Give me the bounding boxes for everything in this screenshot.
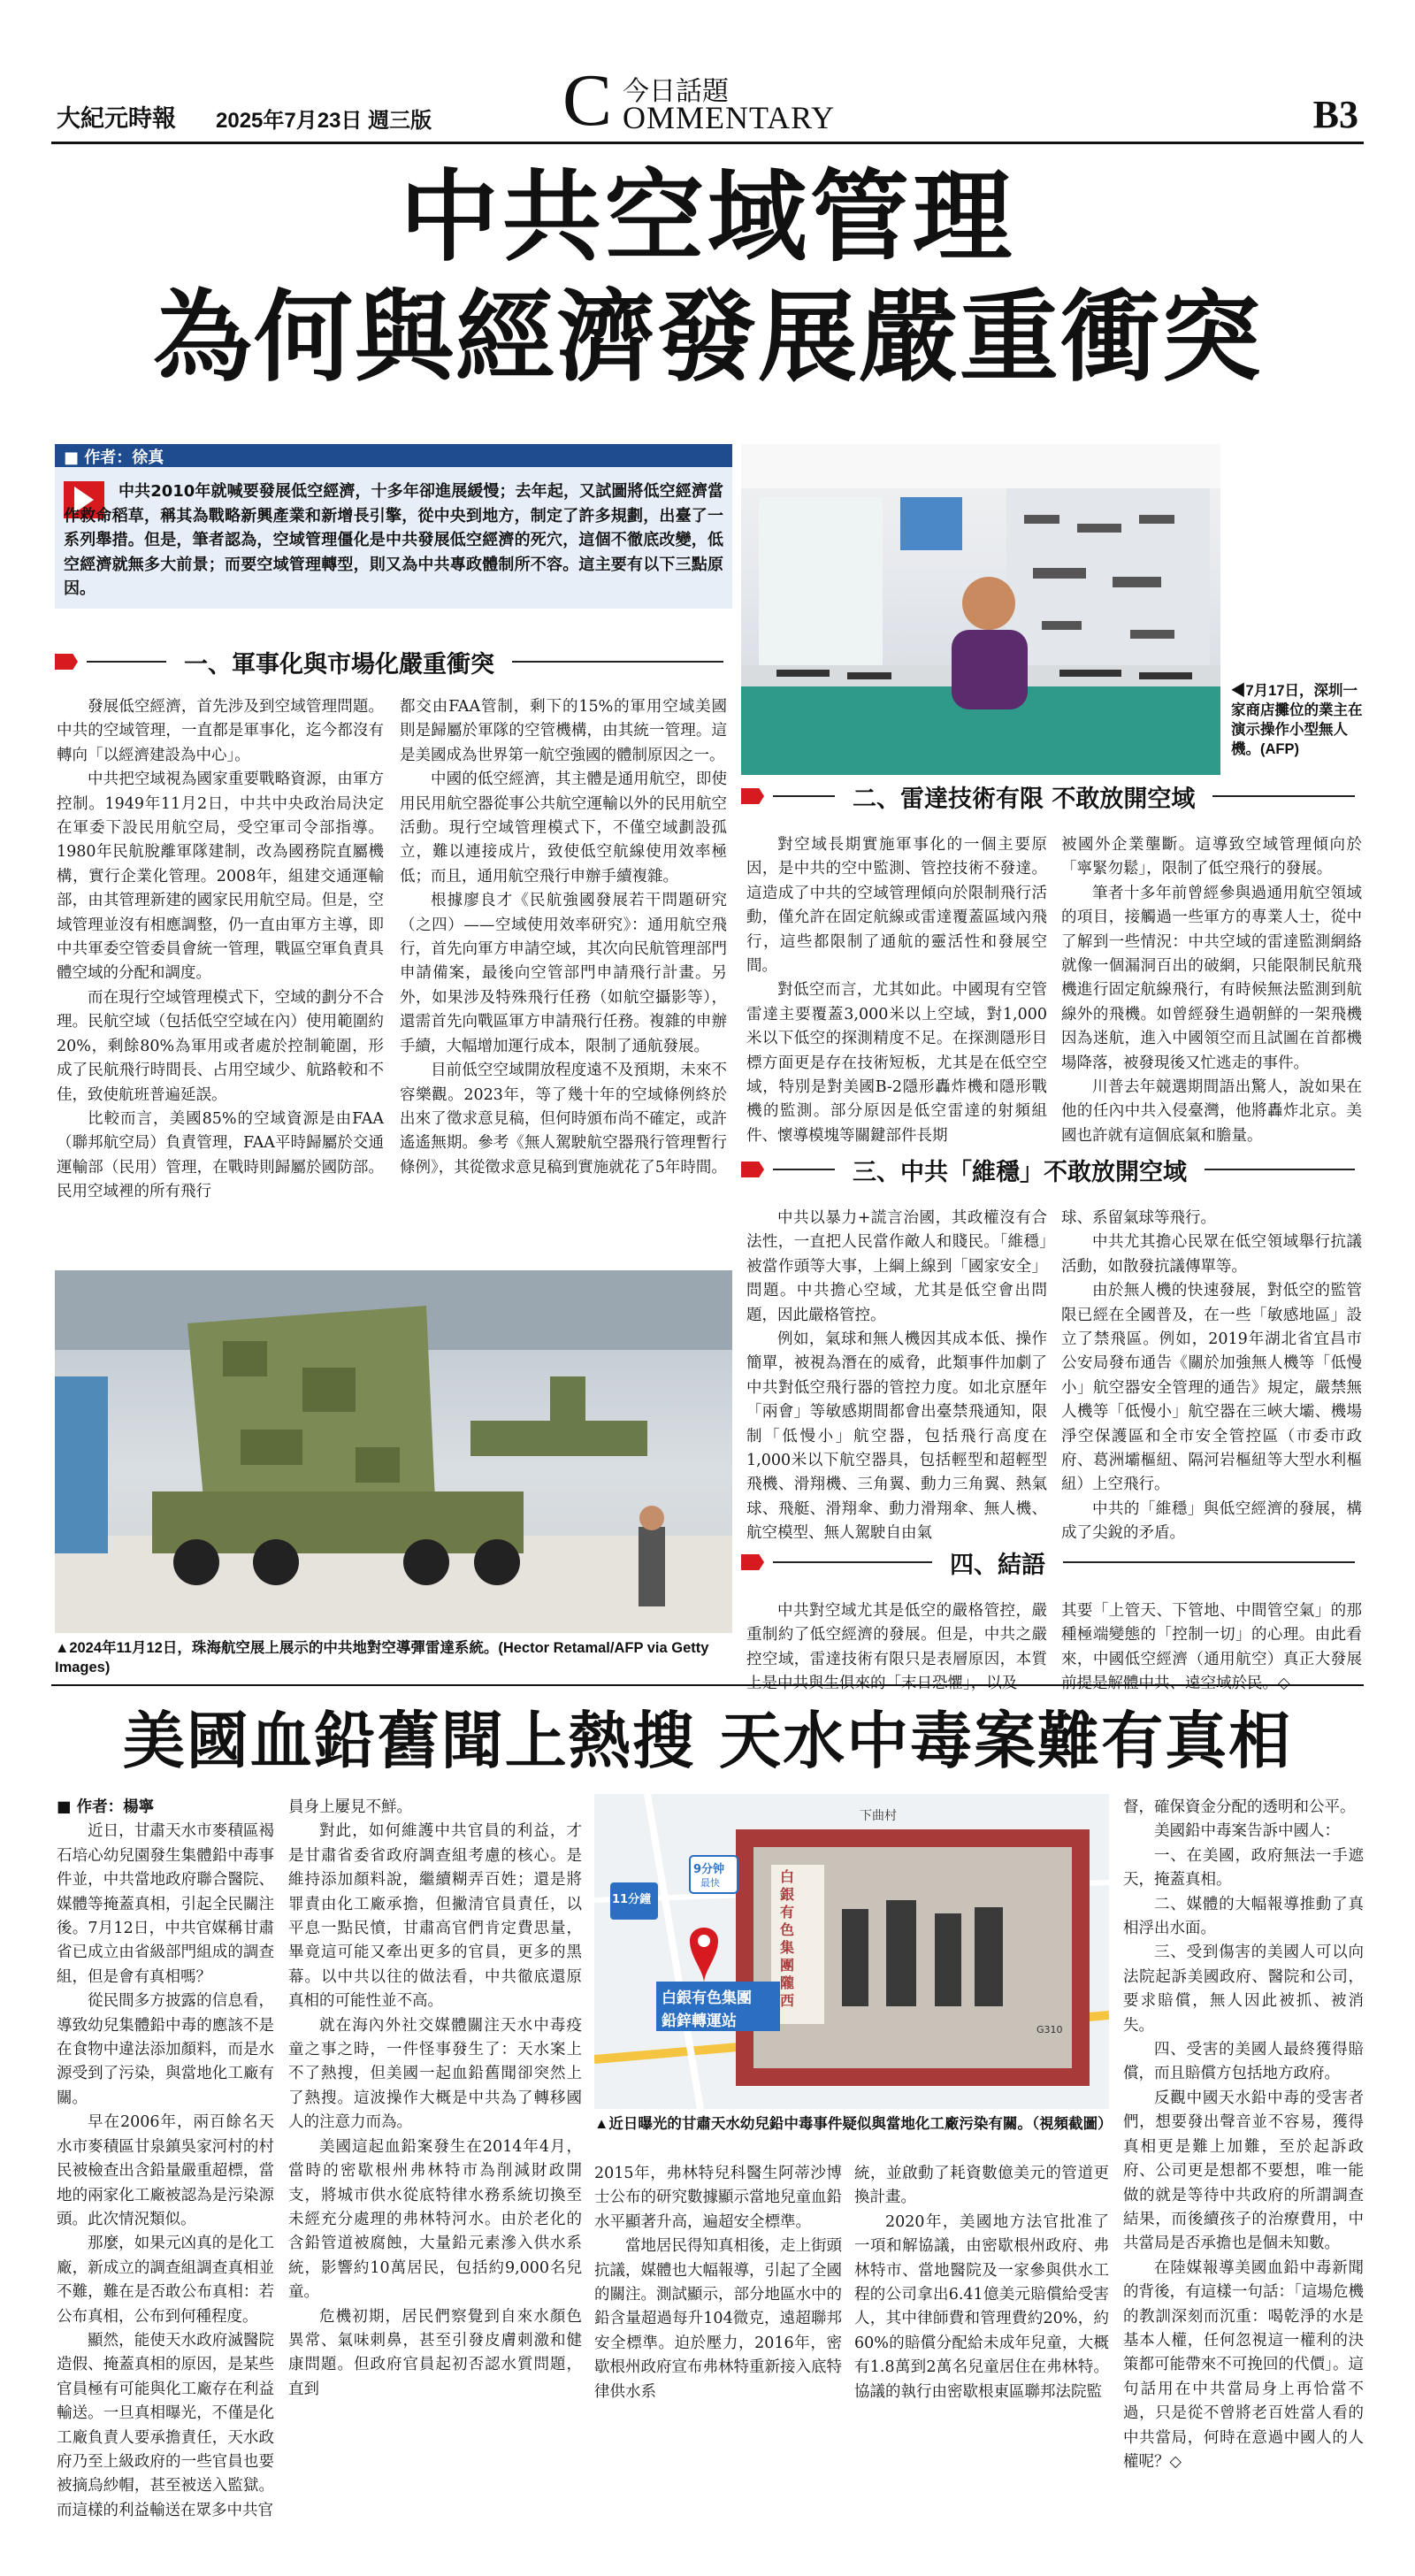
paragraph: 就在海內外社交媒體關注天水中毒疫童之事之時，一件怪事發生了：天水案上不了熱搜，但美國一起血鉛舊聞卻突然上了熱搜。這波操作大概是中共為了轉移國人的注意力而為。 <box>288 2016 582 2132</box>
section3-col2 <box>1061 1207 1362 1546</box>
paragraph: 員身上屢見不鮮。 <box>288 1798 412 1816</box>
article1-headline-2: 為何與經濟發展嚴重衝突 <box>153 280 1262 395</box>
paragraph: 球、系留氣球等飛行。 <box>1061 1209 1216 1227</box>
article2-col1 <box>57 1796 274 2523</box>
section3-title: 三、中共「維穩」不敢放開空域 <box>853 1158 1187 1186</box>
lead-poisoning-photo <box>594 1794 1109 2109</box>
paragraph: 根據廖良才《民航強國發展若干問題研究（之四）——空域使用效率研究》：通用航空飛行，首先向軍方申請空域，其次向民航管理部門申請備案，最後向空管部門申請飛行計畫。另外，如果涉及特殊飛行任務（如航空攝影等），還需首先向戰區軍方申請飛行任務。複雜的申辦手續，大幅增加運行成本，限制了通航發展。 <box>400 892 727 1055</box>
paragraph: 顯然，能使天水政府滅醫院造假、掩蓋真相的原因，是某些官員極有可能與化工廠存在利益輸送。一旦真相曝光，不僅是化工廠負責人要承擔責任，天水政府乃至上級政府的一些官員也要被摘烏紗帽，甚至被送入監獄。而這樣的利益輸送在眾多中共官 <box>57 2331 274 2519</box>
paragraph: 對此，如何維護中共官員的利益，才是甘肅省委省政府調查組考慮的核心。是維持添加顏料說，繼續糊弄百姓；還是將罪責由化工廠承擔，但撇清官員責任，以平息一點民憤，甘肅高官們肯定費思量，畢竟這可能又牽出更多的官員，更多的黑幕。以中共以往的做法看，中共徹底還原真相的可能性並不高。 <box>288 1822 582 2011</box>
section-initial: C <box>562 59 613 142</box>
article-divider <box>51 1684 1364 1686</box>
paragraph: 二、媒體的大幅報導推動了真相浮出水面。 <box>1123 1895 1364 1938</box>
section-en: OMMENTARY <box>623 100 836 135</box>
paragraph: 其要「上管天、下管地、中間管空氣」的那種極端變態的「控制一切」的心理。由此看來，中國低空經濟（通用航空）真正大發展 <box>1061 1602 1362 1668</box>
masthead: 大紀元時報 <box>57 105 176 133</box>
paragraph: 被國外企業壟斷。這導致空域管理傾向於「寧緊勿鬆」，限制了低空飛行的發展。 <box>1061 836 1362 878</box>
section3-col1 <box>746 1207 1047 1546</box>
article2-bottom-col1 <box>594 2162 842 2404</box>
article1-author: ■ 作者：徐真 <box>64 448 164 467</box>
map-road-label: G310 <box>1036 2024 1063 2036</box>
paragraph: 對低空而言，尤其如此。中國現有空管雷達主要覆蓋3,000米以上空域，對1,000米以下低空的探測精度不足。在探測隱形目標方面更是存在技術短板，尤其是在低空空域，特別是對美國B-2隱形轟炸機和隱形戰機的監測。部分原因是低空雷達的射頻組件、懷導模塊等關鍵部件長期 <box>746 981 1047 1145</box>
paragraph: 而在現行空域管理模式下，空域的劃分不合理。民航空域（包括低空空域在內）使用範圍約20%，剩餘80%為軍用或者處於控制範圍，形成了民航飛行時間長、占用空域少、航路較和不佳，致使航班普遍延誤。 <box>57 988 384 1104</box>
section-marker-icon <box>741 788 764 804</box>
paragraph: 三、受到傷害的美國人可以向法院起訴美國政府、醫院和公司，要求賠償，無人因此被抓、被消失。 <box>1123 1944 1364 2035</box>
article2-bottom-col2 <box>854 2162 1109 2404</box>
article2-col3 <box>1123 1796 1364 2474</box>
paragraph: 統，並啟動了耗資數億美元的管道更換計畫。 <box>854 2165 1109 2207</box>
section-marker-icon <box>741 1162 764 1177</box>
map-walk-time-1: 11分鐘 <box>612 1893 652 1906</box>
paragraph: 目前低空空域開放程度遠不及預期，未來不容樂觀。2023年，等了幾十年的空域條例終於出來了徵求意見稿，但何時頒布尚不確定，或許遙遙無期。參考《無人駕駛航空器飛行管理暫行條例》，其從徵求意見稿到實施就花了5年時間。 <box>400 1062 727 1177</box>
paragraph: 比較而言，美國85%的空域資源是由FAA（聯邦航空局）負責管理，FAA平時歸屬於交通運輸部（民用）管理，在戰時則歸屬於國防部。民用空域裡的所有飛行 <box>57 1109 384 1201</box>
paragraph: 反觀中國天水鉛中毒的受害者們，想要發出聲音並不容易，獲得真相更是難上加難，至於起訴政府、公司更是想都不要想，唯一能做的就是等待中共政府的所謂調查結果，而後續孩子的治療費用，中共當局是否承擔也是個未知數。 <box>1123 2089 1364 2253</box>
header-rule <box>51 142 1364 144</box>
drone-shop-caption: ◀7月17日，深圳一家商店攤位的業主在演示操作小型無人機。(AFP) <box>1231 683 1363 757</box>
paragraph: 那麼，如果元凶真的是化工廠，新成立的調查組調查真相並不難，難在是否敢公布真相：若公布真相，公布到何種程度。 <box>57 2235 274 2326</box>
section-cn: 今日話題 <box>623 76 729 107</box>
section4-col1 <box>746 1599 1047 1697</box>
section1-header <box>55 646 732 678</box>
section-marker-icon <box>741 1554 764 1570</box>
paragraph: 從民間多方披露的信息看，導致幼兒集體鉛中毒的應該不是在食物中違法添加顏料，而是水源受到了污染，與當地化工廠有關。 <box>57 1992 274 2107</box>
issue-date: 2025年7月23日 週三版 <box>216 109 432 133</box>
paragraph: 由於無人機的快速發展，對低空的監管限已經在全國普及，在一些「敏感地區」設立了禁飛區。例如，2019年湖北省宜昌市公安局發布通告《關於加強無人機等「低慢小」航空器安全管理的通告》規定，嚴禁無人機等「低慢小」航空器在三峽大壩、機場淨空保護區和全市安全管控區（市委市政府、葛洲壩樞紐、隔河岩樞紐等大型水利樞紐）上空飛行。 <box>1061 1282 1362 1494</box>
article1-lead: 中共2010年就喊要發展低空經濟，十多年卻進展緩慢；去年起，又試圖將低空經濟當作救命稻草，稱其為戰略新興產業和新增長引擎，從中央到地方，制定了許多規劃，出臺了一系列舉措。但是，筆者認為，空域管理僵化是中共發展低空經濟的死穴，這個不徹底改變，低空經濟就無多大前景；而要空域管理轉型，則又為中共專政體制所不容。這主要有以下三點原因。 <box>64 482 723 598</box>
paragraph: 美國這起血鉛案發生在2014年4月，當時的密歇根州弗林特市為削減財政開支，將城市供水從底特律水務系統切換至未經充分處理的弗林特河水。由於老化的含鉛管道被腐蝕，大量鉛元素滲入供水系統，影響約10萬居民，包括約9,000名兒童。 <box>288 2137 582 2302</box>
section-marker-icon <box>55 654 78 670</box>
paragraph: 中共對空域尤其是低空的嚴格管控，嚴重制約了低空經濟的發展。但是，中共之嚴控空域，雷達技術有限只是表層原因，本質 <box>746 1602 1047 1668</box>
section2-col1 <box>746 833 1047 1148</box>
section3-header <box>741 1154 1364 1185</box>
radar-system-photo <box>55 1270 732 1633</box>
drone-shop-photo <box>741 444 1220 775</box>
paragraph: 發展低空經濟，首先涉及到空域管理問題。中共的空域管理，一直都是軍事化，迄今都沒有轉向「以經濟建設為中心」。 <box>57 698 384 764</box>
section1-col2 <box>400 695 727 1180</box>
paragraph: 2015年，弗林特兒科醫生阿蒂沙博士公布的研究數據顯示當地兒童血鉛水平顯著升高，遍超安全標準。 <box>594 2165 842 2231</box>
paragraph: 2020年，美國地方法官批准了一項和解協議，由密歇根州政府、弗林特市、當地醫院及一家參與供水工程的公司拿出6.41億美元賠償給受害人，其中律師費和管理費約20%，約60%的賠償分配給未成年兒童，大概有1.8萬到2萬名兒童居住在弗林特。協議的執行由密歇根東區聯邦法院監 <box>854 2212 1109 2401</box>
paragraph: 中國的低空經濟，其主體是通用航空，即使用民用航空器從事公共航空運輸以外的民用航空活動。現行空域管理模式下，不僅空域劃設孤立，難以連接成片，致使低空航線使用效率極低；而且，通用航空飛行申辦手續複雜。 <box>400 770 727 886</box>
article2-headline: 美國血鉛舊聞上熱搜 天水中毒案難有真相 <box>122 1705 1293 1777</box>
paragraph: 中共以暴力+謊言治國，其政權沒有合法性，一直把人民當作敵人和賤民。「維穩」被當作頭等大事，上綱上線到「國家安全」問題。中共擔心空域，尤其是低空會出問題，因此嚴格管控。 <box>746 1209 1047 1324</box>
paragraph: 川普去年競選期間語出驚人，說如果在他的任內中共入侵臺灣，他將轟炸北京。美國也許就有這個底氣和膽量。 <box>1061 1078 1362 1145</box>
paragraph: 一、在美國，政府無法一手遮天，掩蓋真相。 <box>1123 1846 1364 1890</box>
paragraph: 當地居民得知真相後，走上街頭抗議，媒體也大幅報導，引起了全國的關注。測試顯示，部分地區水中的鉛含量超過每升104微克，遠超聯邦安全標準。迫於壓力，2016年，密歇根州政府宣布弗林特重新接入底特律供水系 <box>594 2237 842 2401</box>
section1-col1 <box>57 695 384 1205</box>
paragraph: 美國鉛中毒案告訴中國人： <box>1154 1822 1340 1841</box>
paragraph: 近日，甘肅天水市麥積區褐石培心幼兒園發生集體鉛中毒事件並，中共當地政府聯合醫院、媒體等掩蓋真相，引起全民關注後。7月12日，中共官媒稱甘肅省已成立由省級部門組成的調查組，但是會有真相嗎？ <box>57 1822 274 1986</box>
factory-banner: 白銀有色集團隴西 <box>780 1868 795 2009</box>
paragraph: 例如，氣球和無人機因其成本低、操作簡單，被視為潛在的威脅，此類事件加劇了中共對低空飛行器的管控力度。如北京歷年「兩會」等敏感期間都會出臺禁飛通知，限制「低慢小」航空器，包括飛行高度在1,000米以下航空器具，包括輕型和超輕型飛機、滑翔機、三角翼、動力三角翼、熱氣球、飛艇、滑翔傘、動力滑翔傘、無人機、航空模型、無人駕駛自由氣 <box>746 1330 1047 1543</box>
paragraph: 筆者十多年前曾經參與過通用航空領域的項目，接觸過一些軍方的專業人士，從中了解到一些情況：中共空域的雷達監測網絡就像一個漏洞百出的破網，只能限制民航飛機進行固定航線飛行，有時候無法監測到航線外的飛機。如曾經發生過朝鮮的一架飛機因為迷航，進入中國領空而且試圖在首都機場降落，被發現後又忙逃走的事件。 <box>1061 884 1362 1072</box>
page-number: B3 <box>1312 93 1358 136</box>
paragraph: 對空域長期實施軍事化的一個主要原因，是中共的空中監測、管控技術不發達。這造成了中共的空域管理傾向於限制飛行活動，僅允許在固定航線或雷達覆蓋區域內飛行，這些都限制了通航的靈活性和發展空間。 <box>746 836 1047 976</box>
section1-title: 一、軍事化與市場化嚴重衝突 <box>184 650 494 678</box>
paragraph: 在陸媒報導美國血鉛中毒新聞的背後，有這樣一句話：「這場危機的教訓深刻而沉重：喝乾淨的水是基本人權，任何忽視這一權利的決策都可能帶來不可挽回的代價」。這句話用在中共當局身上再恰當不過，只是從不曾將老百姓當人看的中共當局，何時在意過中國人的人權呢？◇ <box>1123 2258 1364 2471</box>
section2-header <box>741 780 1364 812</box>
section2-col2 <box>1061 833 1362 1148</box>
section4-title: 四、結語 <box>950 1551 1045 1579</box>
map-walk-time-2: 9分钟 <box>693 1863 725 1876</box>
map-place-label: 下曲村 <box>860 1809 897 1823</box>
paragraph: 都交由FAA管制，剩下的15%的軍用空域美國則是歸屬於軍隊的空管機構，由其統一管理。這是美國成為世界第一航空強國的體制原因之一。 <box>400 698 727 764</box>
radar-caption: ▲2024年11月12日，珠海航空展上展示的中共地對空導彈雷達系統。(Hector Retamal/AFP via Getty Images) <box>55 1640 709 1675</box>
map-walk-time-2-sub: 最快 <box>700 1877 720 1889</box>
section4-col2 <box>1061 1599 1362 1697</box>
paragraph: 中共把空域視為國家重要戰略資源，由軍方控制。1949年11月2日，中共中央政治局決定在軍委下設民用航空局，受空軍司令部指導。1980年民航脫離軍隊建制，改為國務院直屬機構，實行企業化管理。2008年，組建交通運輸部，由其管理新建的國家民用航空局。但是，空域管理並沒有相應調整，仍一直由軍方主導，即中共軍委空管委員會統一管理，戰區空軍負責具體空域的分配和調度。 <box>57 770 384 983</box>
paragraph: 督，確保資金分配的透明和公平。 <box>1123 1798 1356 1816</box>
paragraph: 中共的「維穩」與低空經濟的發展，構成了尖銳的矛盾。 <box>1061 1499 1362 1543</box>
article2-author: ■ 作者：楊寧 <box>57 1798 155 1816</box>
article2-col2 <box>288 1796 582 2402</box>
article1-headline-1: 中共空域管理 <box>400 159 1015 275</box>
section4-header <box>741 1546 1364 1578</box>
section2-title: 二、雷達技術有限 不敢放開空域 <box>853 785 1196 813</box>
paragraph: 四、受害的美國人最終獲得賠償，而且賠償方包括地方政府。 <box>1123 2041 1364 2083</box>
paragraph: 中共尤其擔心民眾在低空領域舉行抗議活動，如散發抗議傳單等。 <box>1061 1233 1362 1276</box>
map-station-label-2: 鉛鋅轉運站 <box>662 2012 737 2030</box>
paragraph: 危機初期，居民們察覺到自來水顏色異常、氣味刺鼻，甚至引發皮膚刺激和健康問題。但政府官員起初否認水質問題，直到 <box>288 2307 582 2398</box>
paragraph: 早在2006年，兩百餘名天水市麥積區甘泉鎮吳家河村的村民被檢查出含鉛量嚴重超標，當地的兩家化工廠被認為是污染源頭。此次情況類似。 <box>57 2113 274 2228</box>
map-station-label-1: 白銀有色集團 <box>662 1990 752 2007</box>
lead-poisoning-caption: ▲近日曝光的甘肅天水幼兒鉛中毒事件疑似與當地化工廠污染有關。（視頻截圖） <box>594 2116 1113 2132</box>
